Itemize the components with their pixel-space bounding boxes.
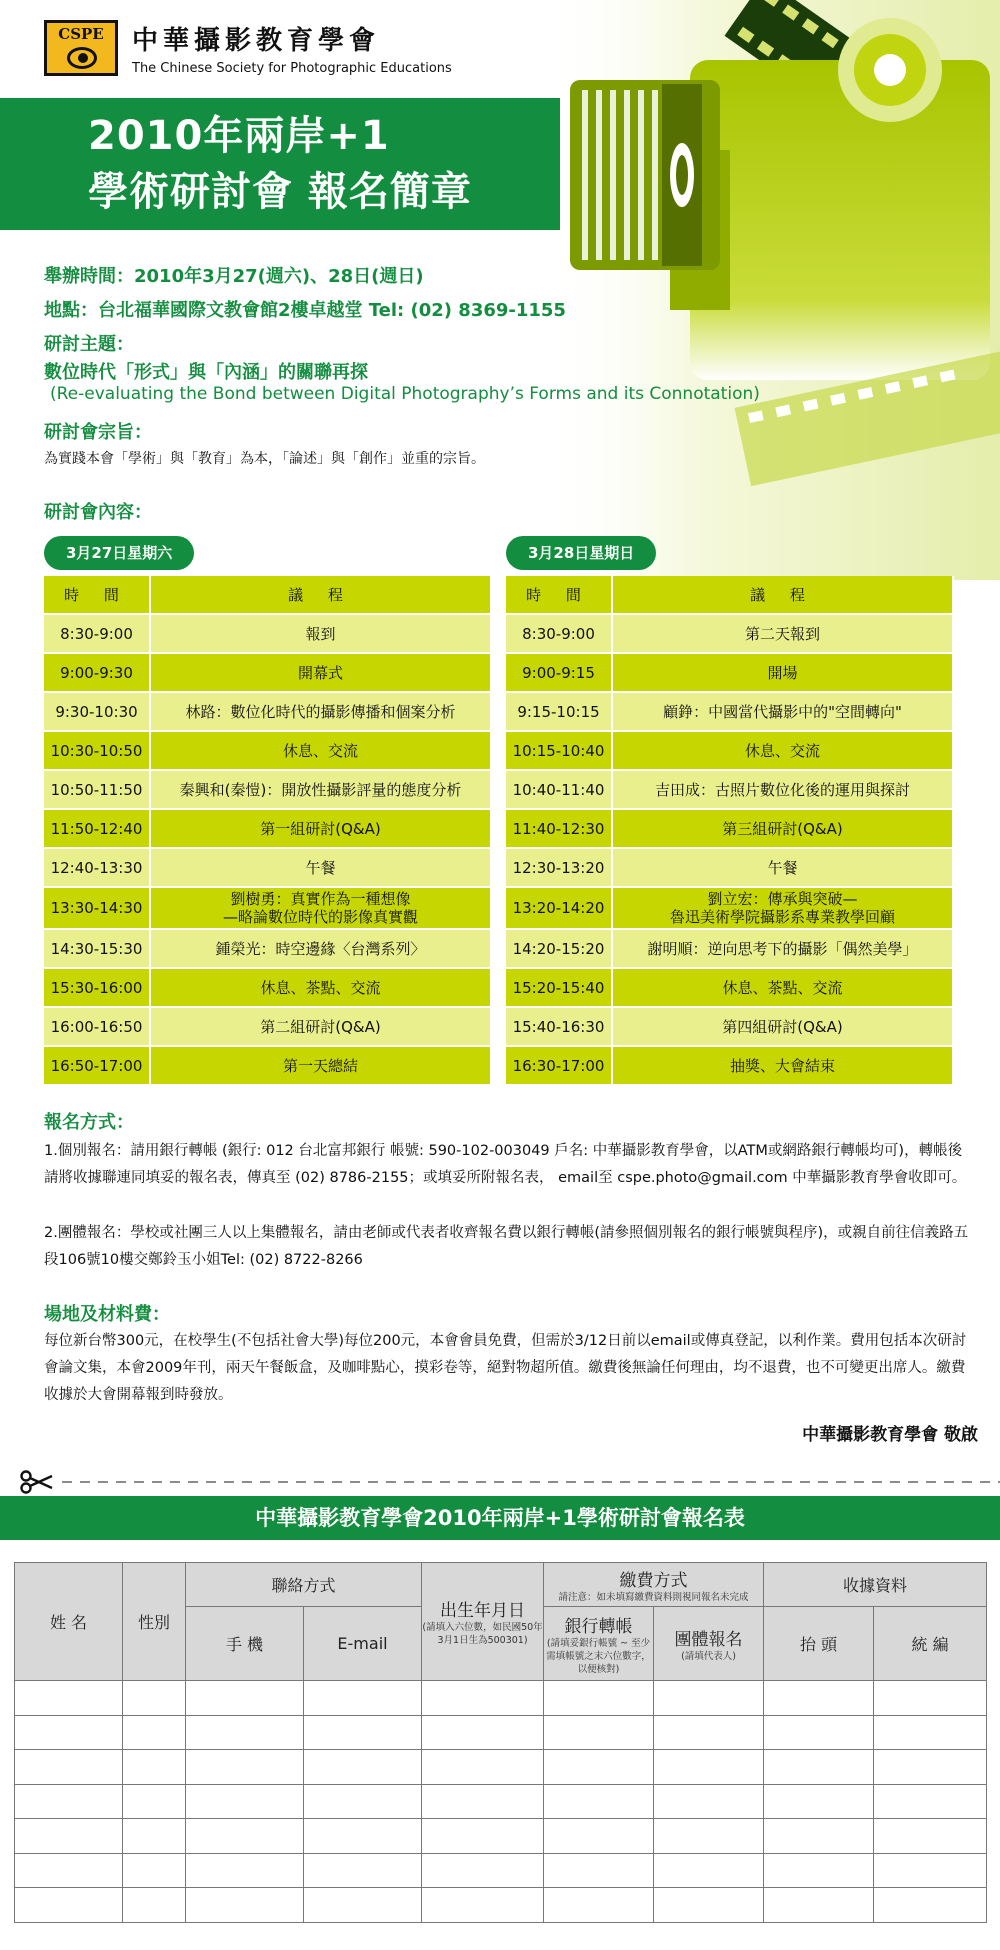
form-cell[interactable]: [186, 1750, 304, 1785]
row-time: 13:20-14:20: [506, 887, 612, 929]
table-row: [506, 653, 953, 692]
header-time: 時 間: [506, 576, 612, 614]
col-birth: [422, 1563, 544, 1681]
table-row: [44, 1046, 491, 1085]
row-topic: 開幕式: [150, 653, 491, 692]
form-cell[interactable]: [874, 1784, 987, 1819]
row-topic: 午餐: [612, 848, 953, 887]
camera-graphic: [540, 0, 1000, 580]
row-topic-line2: 魯迅美術學院攝影系專業教學回顧: [669, 908, 895, 926]
form-cell[interactable]: [304, 1888, 422, 1923]
row-time: 13:30-14:30: [44, 887, 150, 929]
form-cell[interactable]: [874, 1715, 987, 1750]
header-time: 時 間: [44, 576, 150, 614]
form-cell[interactable]: [874, 1681, 987, 1716]
form-cell[interactable]: [422, 1853, 544, 1888]
form-cell[interactable]: [422, 1715, 544, 1750]
form-cell[interactable]: [654, 1784, 764, 1819]
purpose-text: 為實踐本會「學術」與「教育」為本，「論述」與「創作」並重的宗旨。: [44, 451, 485, 467]
purpose-label: 研討會宗旨：: [44, 422, 152, 443]
row-topic: 休息、茶點、交流: [150, 968, 491, 1007]
form-row[interactable]: [15, 1784, 987, 1819]
form-cell[interactable]: [15, 1681, 123, 1716]
row-topic-line1: 劉樹勇：真實作為一種想像: [230, 890, 411, 908]
row-topic: 鍾榮光：時空邊緣〈台灣系列〉: [150, 929, 491, 968]
fees-text: 每位新台幣300元，在校學生(不包括社會大學)每位200元，本會會員免費，但需於3/12日前以email或傳真登記，以利作業。費用包括本次研討會論文集，本會2009年刊，兩天午餐飯盒，及咖啡點心，摸彩卷等，絕對物超所值。繳費後無論任何理由，均不退費，也不可變更出席人。繳費收據於大會開幕報到時發放。: [44, 1333, 967, 1403]
row-time: 10:30-10:50: [44, 731, 150, 770]
society-logo: [44, 20, 452, 76]
row-topic: 抽獎、大會結束: [612, 1046, 953, 1085]
form-cell[interactable]: [123, 1784, 186, 1819]
table-row: [44, 809, 491, 848]
form-cell[interactable]: [764, 1681, 874, 1716]
table-row: [506, 731, 953, 770]
title-line-1: 2010年兩岸+1: [88, 113, 390, 159]
row-time: 8:30-9:00: [506, 614, 612, 653]
row-topic-line2: —略論數位時代的影像真實觀: [222, 908, 418, 926]
row-topic: [150, 887, 491, 929]
row-topic: 第二天報到: [612, 614, 953, 653]
row-time: 12:30-13:20: [506, 848, 612, 887]
form-cell[interactable]: [874, 1819, 987, 1854]
row-topic: 秦興和(秦愷)：開放性攝影評量的態度分析: [150, 770, 491, 809]
form-title: 中華攝影教育學會2010年兩岸+1學術研討會報名表: [0, 1496, 1000, 1540]
form-cell[interactable]: [654, 1888, 764, 1923]
col-phone: 手 機: [186, 1607, 304, 1681]
row-time: 16:30-17:00: [506, 1046, 612, 1085]
day2-label: 3月28日星期日: [506, 536, 656, 570]
registration-form-table: [14, 1562, 987, 1923]
form-cell[interactable]: [123, 1888, 186, 1923]
form-cell[interactable]: [654, 1715, 764, 1750]
form-cell[interactable]: [764, 1715, 874, 1750]
row-topic: 報到: [150, 614, 491, 653]
form-cell[interactable]: [654, 1750, 764, 1785]
form-row[interactable]: [15, 1853, 987, 1888]
table-row: [44, 929, 491, 968]
theme-cn: 數位時代「形式」與「內涵」的關聯再探: [44, 362, 368, 383]
form-cell[interactable]: [304, 1750, 422, 1785]
form-cell[interactable]: [544, 1681, 654, 1716]
form-cell[interactable]: [654, 1819, 764, 1854]
form-cell[interactable]: [764, 1888, 874, 1923]
table-row: [44, 968, 491, 1007]
form-cell[interactable]: [544, 1888, 654, 1923]
form-cell[interactable]: [304, 1853, 422, 1888]
form-cell[interactable]: [544, 1750, 654, 1785]
form-cell[interactable]: [544, 1784, 654, 1819]
row-topic-line1: 劉立宏：傳承與突破—: [707, 890, 858, 908]
form-row[interactable]: [15, 1819, 987, 1854]
col-group: [654, 1607, 764, 1681]
form-cell[interactable]: [422, 1888, 544, 1923]
col-birth-note: (請填入六位數，如民國50年3月1日生為500301): [422, 1622, 543, 1646]
header-topic: 議 程: [150, 576, 491, 614]
col-tax-id: 統 編: [874, 1607, 987, 1681]
row-time: 15:20-15:40: [506, 968, 612, 1007]
table-row: [44, 770, 491, 809]
form-cell[interactable]: [123, 1750, 186, 1785]
society-name-en: The Chinese Society for Photographic Educations: [132, 61, 452, 76]
row-topic: 午餐: [150, 848, 491, 887]
form-cell[interactable]: [544, 1715, 654, 1750]
society-name-cn: 中華攝影教育學會: [132, 26, 381, 56]
col-name: 姓 名: [15, 1563, 123, 1681]
form-cell[interactable]: [422, 1819, 544, 1854]
form-cell[interactable]: [123, 1853, 186, 1888]
form-cell[interactable]: [186, 1784, 304, 1819]
row-time: 11:40-12:30: [506, 809, 612, 848]
col-birth-label: 出生年月日: [440, 1601, 526, 1621]
col-payment: [544, 1563, 764, 1607]
row-topic: 第一組研討(Q&A): [150, 809, 491, 848]
col-bank-note: (請填妥銀行帳號 ~ 至少需填帳號之末六位數字，以便核對): [546, 1637, 651, 1675]
form-cell[interactable]: [654, 1853, 764, 1888]
row-time: 14:20-15:20: [506, 929, 612, 968]
pupil-icon: [78, 53, 88, 63]
form-cell[interactable]: [422, 1681, 544, 1716]
header-topic: 議 程: [612, 576, 953, 614]
table-row: [506, 887, 953, 929]
fees-heading: 場地及材料費：: [44, 1304, 170, 1325]
row-topic: 開場: [612, 653, 953, 692]
row-topic: 第二組研討(Q&A): [150, 1007, 491, 1046]
logo-abbr: CSPE: [58, 25, 104, 43]
row-topic: 第一天總結: [150, 1046, 491, 1085]
content-label: 研討會內容：: [44, 502, 152, 523]
form-row[interactable]: [15, 1750, 987, 1785]
form-cell[interactable]: [186, 1681, 304, 1716]
row-time: 12:40-13:30: [44, 848, 150, 887]
form-cell[interactable]: [15, 1750, 123, 1785]
table-row: [44, 692, 491, 731]
table-row: [44, 848, 491, 887]
col-gender: 性別: [123, 1563, 186, 1681]
table-row: [506, 848, 953, 887]
row-topic: [612, 887, 953, 929]
form-cell[interactable]: [764, 1819, 874, 1854]
row-time: 11:50-12:40: [44, 809, 150, 848]
row-time: 15:40-16:30: [506, 1007, 612, 1046]
form-cell[interactable]: [123, 1819, 186, 1854]
col-bank-label: 銀行轉帳: [564, 1616, 633, 1637]
form-cell[interactable]: [304, 1715, 422, 1750]
row-topic: 休息、交流: [612, 731, 953, 770]
form-cell[interactable]: [764, 1853, 874, 1888]
form-row[interactable]: [15, 1681, 987, 1716]
form-cell[interactable]: [874, 1750, 987, 1785]
table-row: [44, 653, 491, 692]
col-payment-label: 繳費方式: [619, 1570, 688, 1591]
col-group-note: (請填代表人): [681, 1650, 736, 1662]
row-time: 14:30-15:30: [44, 929, 150, 968]
form-cell[interactable]: [15, 1715, 123, 1750]
schedule-day1-table: [44, 576, 492, 1086]
col-payment-note: 請注意：如未填寫繳費資料則視同報名未完成: [558, 1591, 749, 1603]
table-row: [506, 614, 953, 653]
col-receipt-title: 抬 頭: [764, 1607, 874, 1681]
event-time: 舉辦時間：2010年3月27(週六)、28日(週日): [44, 266, 424, 287]
row-time: 10:50-11:50: [44, 770, 150, 809]
form-cell[interactable]: [123, 1715, 186, 1750]
row-topic: 顧錚：中國當代攝影中的"空間轉向": [612, 692, 953, 731]
schedule-day2-table: [506, 576, 954, 1086]
row-topic: 第四組研討(Q&A): [612, 1007, 953, 1046]
form-cell[interactable]: [544, 1853, 654, 1888]
theme-label: 研討主題：: [44, 334, 134, 355]
col-group-label: 團體報名: [674, 1629, 743, 1650]
row-topic: 第三組研討(Q&A): [612, 809, 953, 848]
table-row: [506, 692, 953, 731]
col-bank: [544, 1607, 654, 1681]
form-cell[interactable]: [186, 1853, 304, 1888]
table-row: [506, 1007, 953, 1046]
col-email: E-mail: [304, 1607, 422, 1681]
form-cell[interactable]: [15, 1888, 123, 1923]
col-receipt: 收據資料: [764, 1563, 987, 1607]
registration-individual: 1.個別報名：請用銀行轉帳 (銀行: 012 台北富邦銀行 帳號: 590-102-003049 戶名: 中華攝影教育學會，以ATM或網路銀行轉帳均可)，轉帳後請將收據聯連同填妥的報名表，傳真至 (02) 8786-2155；或填妥所附報名表， email至 cspe.photo@gmail.com 中華攝影教育學會收即可。: [44, 1143, 967, 1186]
row-time: 9:00-9:30: [44, 653, 150, 692]
form-row[interactable]: [15, 1715, 987, 1750]
row-topic: 謝明順：逆向思考下的攝影「偶然美學」: [612, 929, 953, 968]
row-topic: 休息、交流: [150, 731, 491, 770]
row-topic: 林路：數位化時代的攝影傳播和個案分析: [150, 692, 491, 731]
form-row[interactable]: [15, 1888, 987, 1923]
form-cell[interactable]: [15, 1853, 123, 1888]
row-time: 9:30-10:30: [44, 692, 150, 731]
form-cell[interactable]: [764, 1784, 874, 1819]
row-time: 16:00-16:50: [44, 1007, 150, 1046]
form-cell[interactable]: [304, 1784, 422, 1819]
scissors-icon: [22, 1472, 53, 1493]
table-row: [506, 809, 953, 848]
col-contact: 聯絡方式: [186, 1563, 422, 1607]
registration-group: 2.團體報名：學校或社團三人以上集體報名，請由老師或代表者收齊報名費以銀行轉帳(請參照個別報名的銀行帳號與程序)，或親自前往信義路五段106號10樓交鄭鈴玉小姐Tel: (02) 8722-8266: [44, 1225, 969, 1268]
event-place: 地點：台北福華國際文教會館2樓卓越堂 Tel: (02) 8369-1155: [44, 300, 566, 321]
signature: 中華攝影教育學會 敬啟: [802, 1425, 978, 1445]
form-cell[interactable]: [422, 1750, 544, 1785]
form-cell[interactable]: [123, 1681, 186, 1716]
form-cell[interactable]: [186, 1888, 304, 1923]
logo-mark: [44, 20, 118, 76]
form-cell[interactable]: [304, 1819, 422, 1854]
form-cell[interactable]: [874, 1853, 987, 1888]
row-time: 15:30-16:00: [44, 968, 150, 1007]
table-row: [44, 614, 491, 653]
form-cell[interactable]: [544, 1819, 654, 1854]
form-cell[interactable]: [304, 1681, 422, 1716]
row-time: 10:15-10:40: [506, 731, 612, 770]
form-cell[interactable]: [422, 1784, 544, 1819]
row-time: 16:50-17:00: [44, 1046, 150, 1085]
title-line-2: 學術研討會 報名簡章: [88, 169, 472, 215]
form-cell[interactable]: [654, 1681, 764, 1716]
table-row: [44, 887, 491, 929]
table-row: [506, 1046, 953, 1085]
day1-label: 3月27日星期六: [44, 536, 194, 570]
form-cell[interactable]: [15, 1819, 123, 1854]
form-cell[interactable]: [15, 1784, 123, 1819]
table-row: [44, 1007, 491, 1046]
registration-heading: 報名方式：: [44, 1112, 134, 1133]
theme-en: (Re-evaluating the Bond between Digital Photography’s Forms and its Connotation): [50, 384, 760, 404]
table-row: [506, 929, 953, 968]
form-cell[interactable]: [186, 1819, 304, 1854]
table-row: [44, 731, 491, 770]
form-cell[interactable]: [764, 1750, 874, 1785]
form-cell[interactable]: [186, 1715, 304, 1750]
row-topic: 吉田成：古照片數位化後的運用與探討: [612, 770, 953, 809]
page-title: [88, 108, 472, 220]
row-time: 10:40-11:40: [506, 770, 612, 809]
table-row: [506, 968, 953, 1007]
table-row: [506, 770, 953, 809]
row-time: 9:00-9:15: [506, 653, 612, 692]
cut-line: [20, 1470, 1000, 1494]
form-cell[interactable]: [874, 1888, 987, 1923]
row-topic: 休息、茶點、交流: [612, 968, 953, 1007]
row-time: 9:15-10:15: [506, 692, 612, 731]
row-time: 8:30-9:00: [44, 614, 150, 653]
